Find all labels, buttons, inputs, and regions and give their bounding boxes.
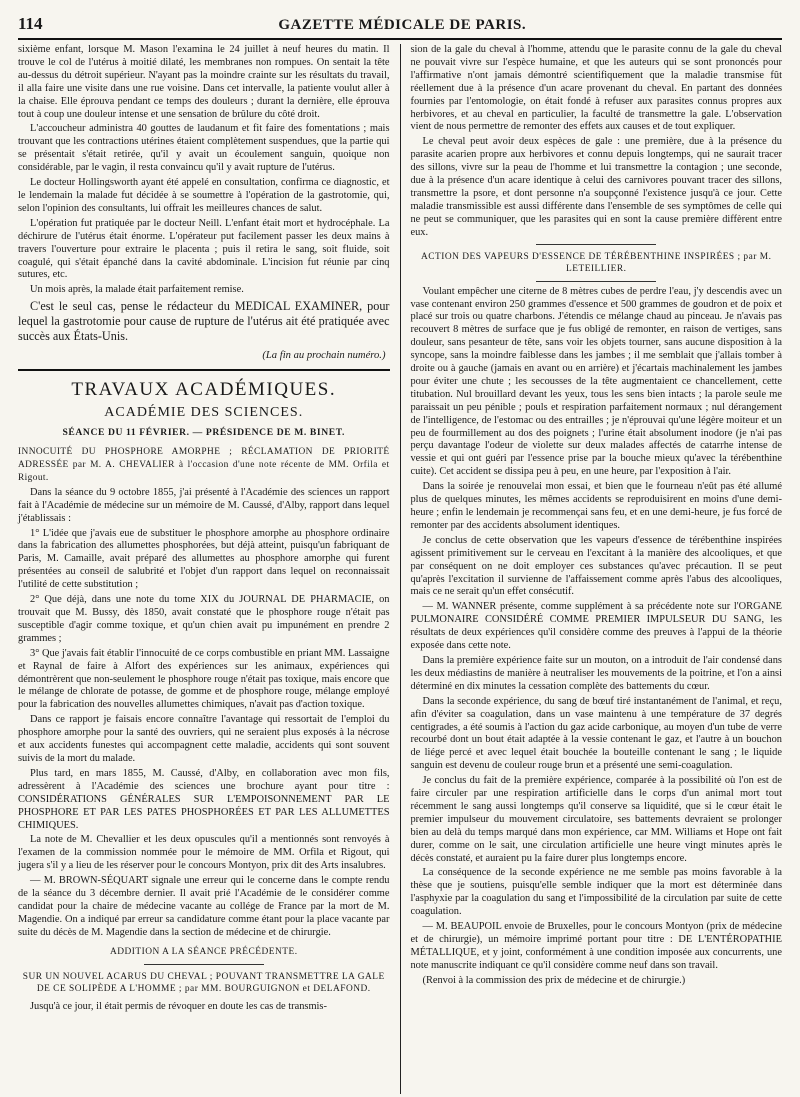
academy-title: ACADÉMIE DES SCIENCES. <box>104 405 304 421</box>
paragraph: Le cheval peut avoir deux espèces de gale : une première, due à la présence du parasite acarien propre aux herbivores et connu depuis longtemps, qui ne saurait tracer des sillons, vivre sur la peau de l'homme et lui transmettre la contagion ; une seconde, due à la présence d'un acare identique à celui des carnivores pouvant tracer des sillons, transmettre la psore, et dont personne n'a soupçonné l'existence jusqu'à ce jour. Cette maladie transmissible est aussi différente dans l'ensemble de ses symptômes de celle qui ne peut se communiquer, que les parasites qui en sont la cause première diffèrent entre eux. <box>410 136 782 238</box>
paragraph: Un mois après, la malade était parfaitement remise. <box>30 284 244 296</box>
paragraph: — M. BROWN-SÉQUART signale une erreur qui le concerne dans le compte rendu de la séance du 3 décembre dernier. Il avait prié l'Académie de le considérer comme candidat pour la chaire de médecine vacante au collége de France par la mort de M. Magendie. On a indiqué par erreur sa candidature comme étant pour la place vacante par suite du décès de M. Magendie dans la section de médecine et de chirurgie. <box>18 875 390 938</box>
item-heading: INNOCUITÉ DU PHOSPHORE AMORPHE ; RÉCLAMATION DE PRIORITÉ ADRESSÉE par M. A. CHEVALIER à l'occasion d'une note récente de MM. Orfila et Rigout. <box>18 447 390 483</box>
item-heading: SUR UN NOUVEL ACARUS DU CHEVAL ; POUVANT TRANSMETTRE LA GALE DE CE SOLIPÈDE A L'HOMME ; par MM. BOURGUIGNON et DELAFOND. <box>22 971 385 994</box>
column-divider <box>400 44 401 1094</box>
paragraph: 1° L'idée que j'avais eue de substituer le phosphore amorphe au phosphore ordinaire dans la fabrication des allumettes phosphorées, but déjà atteint, puisqu'un fabriquant de Paris, M. Camaille, avait préparé des allumettes au phosphore amorphe qui furent présentées au conseil de salubrité et l'objet d'un rapport dans lequel on reconnaissait l'utilité de cette substitution ; <box>18 527 390 591</box>
short-rule <box>536 244 656 245</box>
paragraph: Plus tard, en mars 1855, M. Caussé, d'Alby, en collaboration avec mon fils, adressèrent à l'Académie des sciences une brochure ayant pour titre : CONSIDÉRATIONS GÉNÉRALES SUR L'EMPOISONNEMENT PAR LE PHOSPHORE ET PAR LES PATES PHOSPHORÉES ET PAR LES ALLUMETTES CHIMIQUES. <box>18 767 390 831</box>
addition-heading: ADDITION A LA SÉANCE PRÉCÉDENTE. <box>109 946 298 957</box>
paragraph: L'accoucheur administra 40 gouttes de laudanum et fit faire des fomentations ; mais trouvant que les contractions utérines étaient complètement suspendues, que la partie qui se présentait s'était retirée, qu'il y avait un écoulement sanguin, quoique non considérable, par le vagin, il resta convaincu qu'il y avait rupture de l'utérus. <box>18 123 390 174</box>
paragraph: L'opération fut pratiquée par le docteur Neill. L'enfant était mort et hydrocéphale. La déchirure de l'utérus était énorme. L'opérateur put facilement passer les deux mains à travers l'ouverture pour extraire le placenta ; puis il retira le sang, soit fluide, soit coagulé, qui s'était épanché dans la cavité abdominale. L'incision fut réunie par cinq sutures, etc. <box>18 217 390 281</box>
paragraph: C'est le seul cas, pense le rédacteur du MEDICAL EXAMINER, pour lequel la gastrotomie pour cause de rupture de l'utérus ait été pratiquée avec succès aux États-Unis. <box>18 299 390 344</box>
paragraph: Dans ce rapport je faisais encore connaître l'avantage qui ressortait de l'emploi du phosphore amorphe pour la santé des ouvriers, qui ne seraient plus exposés à la nécrose et aux accidents funestes qui accompagnent cette maladie, accidents qui sont souvent suivis de la mort du malade. <box>18 714 390 764</box>
item-heading: ACTION DES VAPEURS D'ESSENCE DE TÉRÉBENTHINE INSPIRÉES ; par M. LETEILLIER. <box>421 251 772 274</box>
paragraph: Dans la séance du 9 octobre 1855, j'ai présenté à l'Académie des sciences un rapport fait à l'Académie de médecine sur un mémoire de M. Caussé, d'Alby, rapport dans lequel j'établissais : <box>18 486 390 524</box>
header-rule <box>18 38 782 40</box>
paragraph: Voulant empêcher une citerne de 8 mètres cubes de perdre l'eau, j'y descendis avec un vase contenant environ 250 grammes d'essence et 500 grammes de goudron et de poix et placé sur trois ou quatre charbons. J'étendis ce mélange chaud au pinceau. Je n'avais pas recouvert 8 mètres de surface que je fus obligé de remonter, en raison de vertiges, sans douleur, sans pesanteur de tête, sans voir les objets tourner, sans aucune disposition à la syncope, sans la moindre faiblesse dans les jambes ; il me semblait que j'allais tomber à droite ou à gauche (jamais en avant ou en arrière) et j'écartais machinalement les jambes pour éviter une chute ; les secousses de la tête augmentaient ce chancellement, cette titubation. Nul brouillard devant les yeux, tous les sens bien intacts ; la parole seule me paraissait un peu pénible ; pouls et respiration parfaitement normaux ; nul dérangement de l'intelligence, de l'estomac ou des entrailles ; je n'éprouvai qu'une légère moiteur et un peu de fourmillement au dos des poignets ; l'urine était absolument inodore (je n'ai pas perçu davantage l'odeur de violette sur deux malades affectés de catarrhe intense de vessie et qui ont guéri par l'essence prise par la bouche mieux qu'avec la térébenthine cuite). Cet accident se dissipa peu à peu, en une heure, par l'exposition à l'air. <box>410 285 782 478</box>
paragraph: sixième enfant, lorsque M. Mason l'examina le 24 juillet à neuf heures du matin. Il trouve le col de l'utérus à moitié dilaté, les membranes non rompues. On sentait la tête au-dessus du détroit supérieur. N'ayant pas la moindre crainte sur les résultats du travail, il alla faire une visite dans une rue voisine. Dans cet intervalle, la patiente voulut aller à la chaise. Elle éprouva pendant ce temps des douleurs ; durant la dernière, elle éprouva tout à coup une douleur intense et une sensation de brûlure du côté droit. <box>18 44 390 120</box>
short-rule <box>536 281 656 282</box>
paragraph: Dans la soirée je renouvelai mon essai, et bien que le fourneau n'eût pas été allumé plus de quelques minutes, les mêmes accidents se reproduisirent en moins d'une demi-heure ; enfin le lendemain je recommençai sans feu, et en une demi-heure, je fus forcé de remonter par des accidents absolument identiques. <box>410 481 782 531</box>
section-title: TRAVAUX ACADÉMIQUES. <box>71 379 337 401</box>
paragraph: Je conclus de cette observation que les vapeurs d'essence de térébenthine inspirées agissent primitivement sur le cerveau en l'excitant à la manière des alcooliques, et que par conséquent on ne doit employer ces substances qu'avec précaution. Il se peut qu'après l'excitation il survienne de l'affaissement comme après l'abus des alcooliques, mais ce ne serait qu'un effet consécutif. <box>410 534 782 598</box>
paragraph: — M. WANNER présente, comme supplément à sa précédente note sur l'ORGANE PULMONAIRE CONSIDÉRÉ COMME PREMIER IMPULSEUR DU SANG, les résultats de deux expériences qu'il considère comme des preuves à l'appui de la théorie exposée dans cette note. <box>410 601 782 652</box>
paragraph: La conséquence de la seconde expérience ne me semble pas moins favorable à la thèse que je soutiens, puisqu'elle semble indiquer que la mort est déterminée dans l'asphyxie par la coagulation du sang et l'impossibilité de la circulation par suite de cette coagulation. <box>410 867 782 918</box>
session-heading: SÉANCE DU 11 FÉVRIER. — PRÉSIDENCE DE M. BINET. <box>62 427 346 439</box>
paragraph: 2° Que déjà, dans une note du tome XIX du JOURNAL DE PHARMACIE, on trouvait que M. Bussy, dès 1850, avait constaté que le phosphore rouge n'était pas susceptible d'agir comme toxique, et qu'un chien avait pu impunément en prendre 2 grammes ; <box>18 594 390 644</box>
page-header <box>18 14 782 36</box>
paragraph: Jusqu'à ce jour, il était permis de révoquer en doute les cas de transmis- <box>30 1000 327 1012</box>
two-column-body <box>18 44 782 1094</box>
paragraph: Dans la première expérience faite sur un mouton, on a introduit de l'air condensé dans les deux médiastins de manière à neutraliser les mouvements de la poitrine, et l'on a ainsi déterminé en dix minutes la cessation complète des battements du cœur. <box>410 654 782 692</box>
journal-title: GAZETTE MÉDICALE DE PARIS. <box>278 17 527 33</box>
paragraph: La note de M. Chevallier et les deux opuscules qu'il a mentionnés sont renvoyés à l'examen de la commission nommée pour le mémoire de MM. Orfila et Rigout, qui jugera s'il y a lieu de les réserver pour le concours Montyon, prix dit des Arts insalubres. <box>18 834 390 872</box>
page-number: 114 <box>18 14 43 33</box>
section-rule <box>18 369 390 371</box>
short-rule <box>144 964 264 965</box>
paragraph: Je conclus du fait de la première expérience, comparée à la possibilité où l'on est de faire circuler par une respiration artificielle dans le corps d'un animal mort tout récemment le sang aussi longtemps qu'il conserve sa liquidité, que si le cœur était le premier impulseur du mouvement circulatoire, ses battements devraient se prolonger bien au delà du temps marqué dans mon expérience, car MM. Williams et Hope ont fait durer, comme on le sait, une circulation artificielle une heure vingt minutes après le décès constaté, et auraient pu la faire durer plus longtemps encore. <box>410 775 782 864</box>
continuation-note: (La fin au prochain numéro.) <box>262 350 386 362</box>
paragraph: — M. BEAUPOIL envoie de Bruxelles, pour le concours Montyon (prix de médecine et de chirurgie), un mémoire imprimé portant pour titre : DE L'ENTÉROPATHIE MÉTALLIQUE, et y joint, conformément à une condition imposée aux concurrents, une note manuscrite indiquant ce qu'il considère comme neuf dans son travail. <box>410 921 782 971</box>
paragraph: (Renvoi à la commission des prix de médecine et de chirurgie.) <box>422 974 686 986</box>
paragraph: sion de la gale du cheval à l'homme, attendu que le parasite connu de la gale du cheval ne pouvait vivre sur l'espèce humaine, et que les auteurs qui se sont prononcés pour l'affirmative n'ont jamais démontré scientifiquement que la maladie transmise fût réellement due à la présence d'un acare provenant du cheval. En partant des données fournies par l'entomologie, on était fondé à refuser aux parasites connus propres aux herbivores, et au cheval en particulier, la faculté de transmettre la gale. L'observation vient de nous permettre de remonter des effets aux causes et de tout expliquer. <box>410 44 782 133</box>
right-column <box>410 44 782 1094</box>
paragraph: Le docteur Hollingsworth ayant été appelé en consultation, confirma ce diagnostic, et le lendemain la malade fut décidée à se soumettre à l'opération de la gastrotomie, qui, selon l'opinion des consultants, lui offrait les meilleures chances de salut. <box>18 177 390 214</box>
left-column <box>18 44 390 1094</box>
paragraph: Dans la seconde expérience, du sang de bœuf tiré instantanément de l'animal, et reçu, afin d'éviter sa coagulation, dans un vase maintenu à une température de 37 degrés centigrades, a été soumis à l'action du gaz acide carbonique, au moyen d'un tube de verre recourbé dont un bout était adaptée à la vessie contenant le gaz, et l'autre à un bouchon de liége percé et avec lequel était bouchée la bouteille contenant le sang ; le liquide sanguin est devenu de couleur rouge brun et a présenté une semi-coagulation. <box>410 695 782 772</box>
paragraph: 3° Que j'avais fait établir l'innocuité de ce corps combustible en priant MM. Lassaigne et Raynal de faire à Alfort des expériences sur les animaux, expériences qui démontrèrent que non-seulement le phosphore rouge n'était pas toxique, mais encore que le mélange de chlorate de potasse, de gomme et de phosphore rouge, mélange employé pour la fabrication des nouvelles allumettes chimiques, n'avait pas d'action toxique. <box>18 647 390 711</box>
